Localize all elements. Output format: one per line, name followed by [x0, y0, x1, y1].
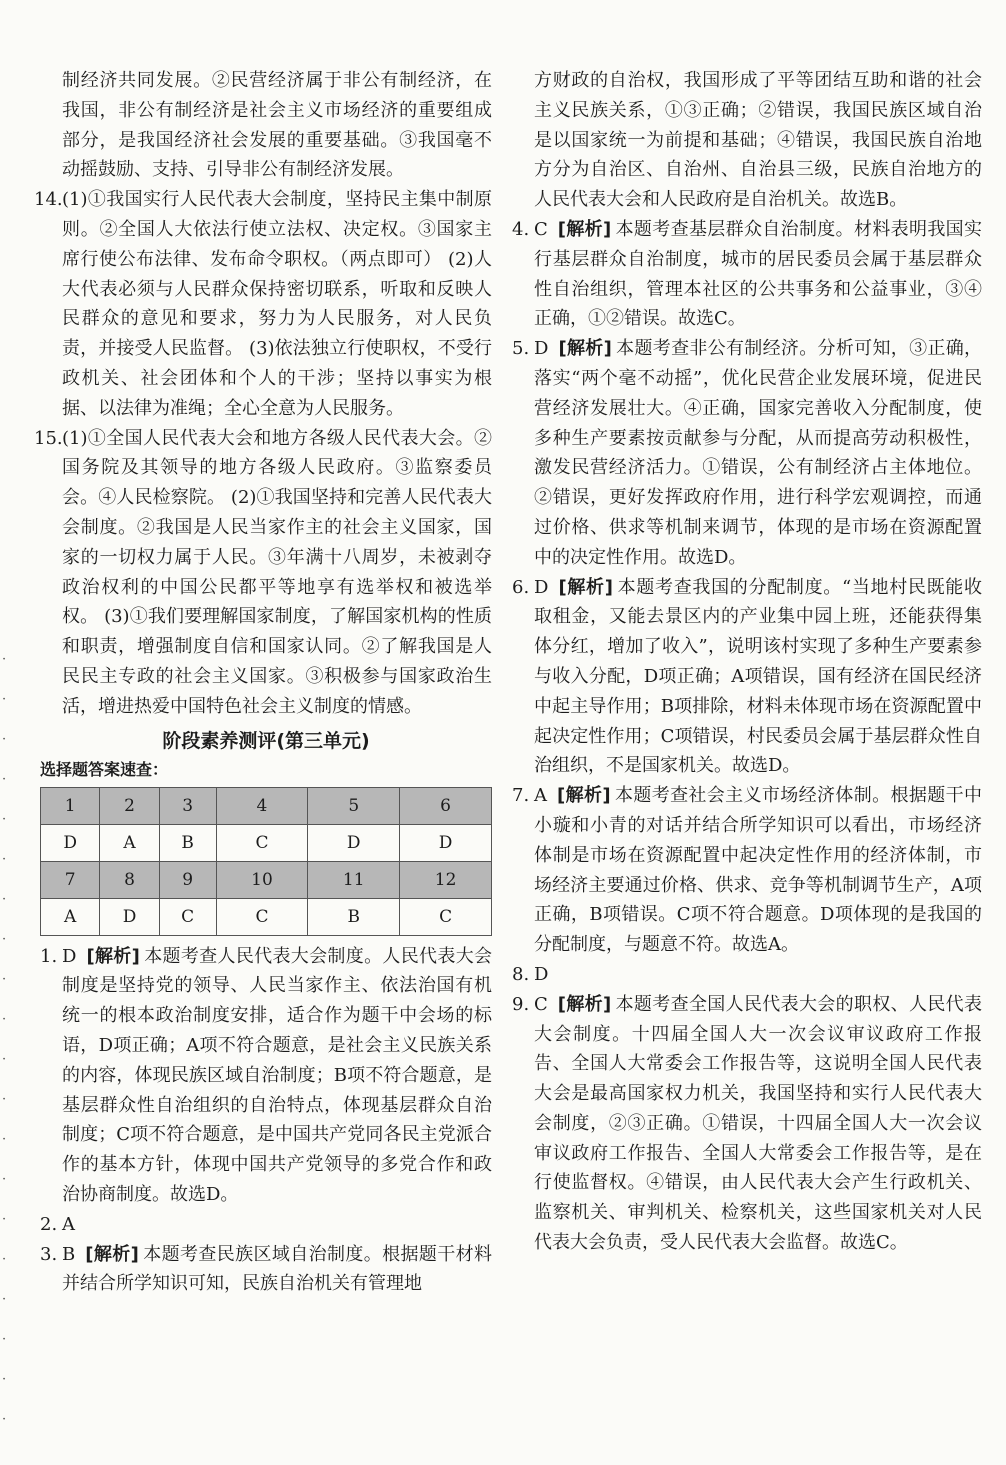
item-number: 14.: [34, 189, 63, 211]
edge-mark: ·: [2, 932, 7, 947]
table-cell: 8: [100, 861, 159, 898]
analysis-tag: [解析]: [558, 576, 613, 598]
table-row: [41, 898, 492, 935]
answer-item-7: [512, 781, 982, 960]
answer-letter: A: [534, 785, 547, 807]
item-number: 6.: [512, 576, 530, 598]
section-title: 阶段素养测评(第三单元): [162, 729, 370, 752]
item-text: (1)①全国人民代表大会和地方各级人民代表大会。②国务院及其领导的地方各级人民政府。③监察委员会。④人民检察院。 (2)①我国坚持和完善人民代表大会制度。②我国是人民当家作主的社会主义国家，国家的一切权力属于人民。③年满十八周岁，未被剥夺政治权利的中国公民都平等地享有选举权和被选举权。 (3)①我们要理解国家制度，了解国家机构的性质和职责，增强制度自信和国家认同。②了解我国是人民民主专政的社会主义国家。③积极参与国家政治生活，增进热爱中国特色社会主义制度的情感。: [62, 427, 492, 717]
table-cell: 5: [308, 787, 400, 824]
item-text: [534, 990, 982, 1258]
answer-item-8: [512, 960, 982, 990]
left-column: [34, 66, 493, 1299]
answer-letter: D: [534, 963, 549, 985]
analysis-text: 本题考查我国的分配制度。“当地村民既能收取租金，又能去景区内的产业集中园上班，还能获得集体分红，增加了收入”，说明该村实现了多种生产要素参与收入分配，D项正确；A项错误，国有经济在国民经济中起主导作用；B项排除，材料未体现市场在资源配置中起决定性作用；C项错误，村民委员会属于基层群众性自治组织，不是国家机关。故选D。: [534, 576, 983, 777]
answer-letter: D: [534, 338, 549, 360]
item-number: 8.: [512, 963, 530, 985]
item-number: 9.: [512, 993, 530, 1015]
answer-item-6: [512, 573, 982, 782]
table-cell: 4: [216, 787, 308, 824]
edge-mark: ·: [2, 1132, 7, 1147]
right-column: [512, 66, 982, 1258]
table-cell: 10: [216, 861, 308, 898]
table-cell: D: [400, 824, 492, 861]
table-cell: 11: [308, 861, 400, 898]
edge-mark: ·: [2, 1212, 7, 1227]
item-text: [534, 573, 982, 782]
analysis-tag: [解析]: [558, 338, 612, 360]
answer-item-14: [34, 185, 492, 423]
table-cell: B: [308, 898, 400, 935]
edge-mark: ·: [2, 812, 7, 827]
item-number: 15.: [34, 427, 63, 449]
table-cell: C: [216, 898, 308, 935]
answer-letter: A: [62, 1213, 75, 1235]
table-cell: D: [100, 898, 159, 935]
item-text: [62, 1240, 492, 1300]
table-cell: 12: [400, 861, 492, 898]
table-cell: D: [41, 824, 100, 861]
edge-mark: ·: [2, 1292, 7, 1307]
table-cell: 9: [159, 861, 216, 898]
table-cell: C: [159, 898, 216, 935]
item-number: 1.: [40, 945, 58, 967]
table-row: [41, 787, 492, 824]
quick-check-label: 选择题答案速查：: [40, 759, 169, 779]
answer-item-9: [512, 990, 982, 1258]
answer-letter: B: [62, 1243, 76, 1265]
item-number: 3.: [40, 1243, 58, 1265]
edge-mark: ·: [2, 1012, 7, 1027]
edge-mark: ·: [2, 652, 7, 667]
edge-mark: ·: [2, 1252, 7, 1267]
binding-edge-marks: [2, 640, 14, 1440]
edge-mark: ·: [2, 1412, 7, 1427]
item-number: 5.: [512, 338, 530, 360]
answer-letter: C: [534, 218, 548, 240]
edge-mark: ·: [2, 1172, 7, 1187]
edge-mark: ·: [2, 852, 7, 867]
table-cell: 2: [100, 787, 159, 824]
item-number: 4.: [512, 218, 530, 240]
edge-mark: ·: [2, 892, 7, 907]
edge-mark: ·: [2, 1372, 7, 1387]
analysis-text: 本题考查人民代表大会制度。人民代表大会制度是坚持党的领导、人民当家作主、依法治国有机统一的根本政治制度安排，适合作为题干中会场的标语，D项正确；A项不符合题意，是社会主义民族关系的内容，体现民族区域自治制度；B项不符合题意，是基层群众性自治组织的自治特点，体现基层群众自治制度；C项不符合题意，是中国共产党同各民主党派合作的基本方针，体现中国共产党领导的多党合作和政治协商制度。故选D。: [62, 945, 493, 1205]
item-text: [534, 781, 982, 960]
answer-letter: D: [534, 576, 549, 598]
analysis-text: 本题考查全国人民代表大会的职权、人民代表大会制度。十四届全国人大一次会议审议政府工作报告、全国人大常委会工作报告等，这说明全国人民代表大会是最高国家权力机关，我国坚持和实行人民代表大会制度，②③正确。①错误，十四届全国人大一次会议审议政府工作报告、全国人大常委会工作报告等，是在行使监督权。④错误，由人民代表大会产生行政机关、监察机关、审判机关、检察机关，这些国家机关对人民代表大会负责，受人民代表大会监督。故选C。: [534, 993, 983, 1254]
edge-mark: ·: [2, 772, 7, 787]
table-row: [41, 861, 492, 898]
table-cell: A: [100, 824, 159, 861]
table-cell: 3: [159, 787, 216, 824]
item-text: [534, 334, 982, 572]
answer-item-5: [512, 334, 982, 572]
table-cell: A: [41, 898, 100, 935]
table-cell: 7: [41, 861, 100, 898]
answer-item-1: [40, 942, 492, 1210]
answer-letter: D: [62, 945, 77, 967]
edge-mark: ·: [2, 1332, 7, 1347]
analysis-text: 本题考查非公有制经济。分析可知，③正确，落实“两个毫不动摇”，优化民营企业发展环境，促进民营经济发展壮大。④正确，国家完善收入分配制度，使多种生产要素按贡献参与分配，从而提高劳动积极性，激发民营经济活力。①错误，公有制经济占主体地位。②错误，更好发挥政府作用，进行科学宏观调控，而通过价格、供求等机制来调节，体现的是市场在资源配置中的决定性作用。故选D。: [534, 338, 983, 568]
edge-mark: ·: [2, 1052, 7, 1067]
table-cell: C: [216, 824, 308, 861]
edge-mark: ·: [2, 732, 7, 747]
item-text: (1)①我国实行人民代表大会制度，坚持民主集中制原则。②全国人大依法行使立法权、决定权。③国家主席行使公布法律、发布命令职权。（两点即可） (2)人大代表必须与人民群众保持密切联系，听取和反映人民群众的意见和要求，努力为人民服务，对人民负责，并接受人民监督。 (3)依法独立行使职权，不受行政机关、社会团体和个人的干涉；坚持以事实为根据、以法律为准绳；全心全意为人民服务。: [62, 189, 492, 419]
answer-item-4: [512, 215, 982, 334]
table-cell: 6: [400, 787, 492, 824]
analysis-tag: [解析]: [557, 218, 612, 240]
table-row: [41, 824, 492, 861]
item-number: 2.: [40, 1213, 58, 1235]
table-cell: C: [400, 898, 492, 935]
answer-letter: C: [534, 993, 548, 1015]
analysis-text: 本题考查民族区域自治制度。根据题干材料并结合所学知识可知，民族自治机关有管理地: [62, 1243, 493, 1295]
item-number: 7.: [512, 785, 530, 807]
intro-paragraph: 制经济共同发展。②民营经济属于非公有制经济，在我国，非公有制经济是社会主义市场经济的重要组成部分，是我国经济社会发展的重要基础。③我国毫不动摇鼓励、支持、引导非公有制经济发展。: [62, 70, 492, 181]
analysis-tag: [解析]: [85, 1243, 139, 1265]
table-cell: 1: [41, 787, 100, 824]
item-text: [534, 215, 982, 334]
table-cell: B: [159, 824, 216, 861]
answer-table: [40, 787, 492, 936]
edge-mark: ·: [2, 1092, 7, 1107]
item-text: [62, 942, 492, 1210]
analysis-tag: [解析]: [557, 993, 612, 1015]
table-cell: D: [308, 824, 400, 861]
answer-item-3: [40, 1240, 492, 1300]
analysis-tag: [解析]: [557, 785, 611, 807]
answer-item-2: [40, 1210, 492, 1240]
analysis-tag: [解析]: [86, 945, 140, 967]
edge-mark: ·: [2, 972, 7, 987]
analysis-text: 本题考查社会主义市场经济体制。根据题干中小璇和小青的对话并结合所学知识可以看出，市场经济体制是市场在资源配置中起决定性作用的经济体制，市场经济主要通过价格、供求、竞争等机制调节生产，A项正确，B项错误。C项不符合题意。D项体现的是我国的分配制度，与题意不符。故选A。: [534, 785, 983, 956]
analysis-text: 本题考查基层群众自治制度。材料表明我国实行基层群众自治制度，城市的居民委员会属于基层群众性自治组织，管理本社区的公共事务和公益事业，③④正确，①②错误。故选C。: [534, 218, 983, 330]
edge-mark: ·: [2, 692, 7, 707]
answer-3-continued: 方财政的自治权，我国形成了平等团结互助和谐的社会主义民族关系，①③正确；②错误，我国民族区域自治是以国家统一为前提和基础；④错误，我国民族自治地方分为自治区、自治州、自治县三级，民族自治地方的人民代表大会和人民政府是自治机关。故选B。: [534, 70, 982, 211]
answer-item-15: [34, 424, 492, 722]
